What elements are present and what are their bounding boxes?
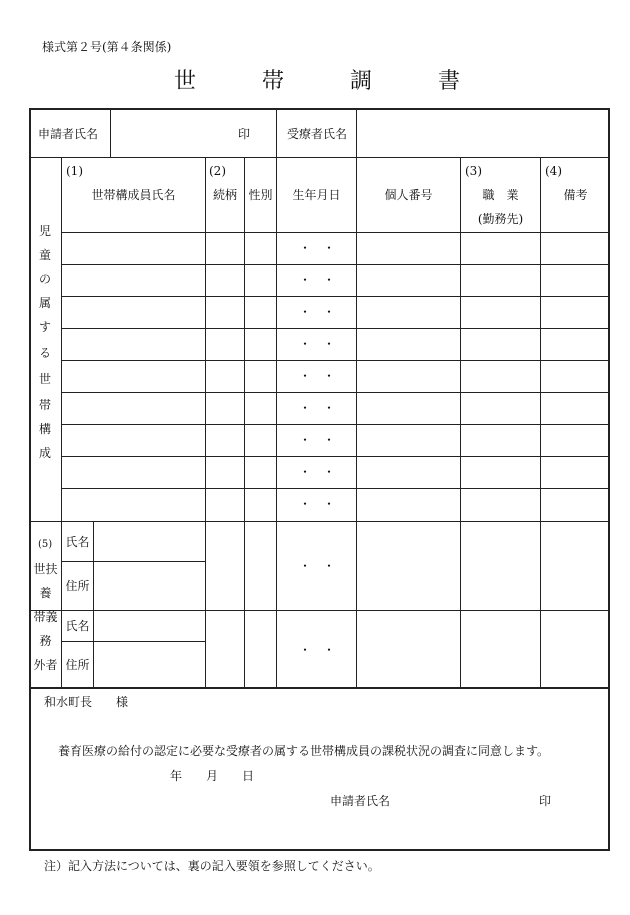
birthdate-field[interactable]: ・ ・ — [298, 241, 335, 255]
supporter2-address-label: 住所 — [65, 658, 90, 672]
consent-statement: 養育医療の給付の認定に必要な受療者の属する世帯構成員の課税状況の調査に同意します。 — [58, 744, 550, 758]
col1-number: (1) — [66, 164, 83, 178]
birthdate-field[interactable]: ・ ・ — [298, 465, 335, 479]
birthdate-field[interactable]: ・ ・ — [298, 337, 335, 351]
col-occupation: 職 業 — [482, 188, 519, 202]
addressee: 和水町長 様 — [44, 695, 129, 709]
supporter-number: (5) — [38, 539, 53, 550]
birthdate-field[interactable]: ・ ・ — [298, 497, 335, 511]
supporter1-birthdate[interactable]: ・ ・ — [298, 559, 335, 573]
col3-number: (3) — [465, 164, 482, 178]
col-workplace: (勤務先) — [477, 212, 524, 226]
col-birthdate: 生年月日 — [292, 188, 341, 202]
supporter1-address-field[interactable] — [95, 564, 203, 608]
consent-seal: 印 — [539, 794, 552, 808]
birthdate-field[interactable]: ・ ・ — [298, 433, 335, 447]
supporter-label: 養 — [39, 586, 52, 600]
birthdate-field[interactable]: ・ ・ — [298, 369, 335, 383]
patient-name-label: 受療者氏名 — [287, 127, 348, 141]
title-char: 世 — [174, 69, 197, 94]
supporter-label: 帯義 — [33, 610, 58, 624]
birthdate-field[interactable]: ・ ・ — [298, 401, 335, 415]
applicant-seal: 印 — [238, 127, 251, 141]
col-remarks: 備考 — [563, 188, 588, 202]
title-char: 帯 — [262, 69, 285, 94]
applicant-name-label: 申請者氏名 — [38, 127, 99, 141]
col-member-name: 世帯構成員氏名 — [91, 188, 176, 202]
col-sex: 性別 — [248, 188, 273, 202]
title-char: 書 — [438, 69, 461, 94]
applicant-name-field[interactable] — [112, 112, 232, 154]
supporter2-address-field[interactable] — [95, 644, 203, 686]
footnote: 注）記入方法については、裏の記入要領を参照してください。 — [44, 859, 380, 873]
birthdate-field[interactable]: ・ ・ — [298, 273, 335, 287]
supporter-label: 世扶 — [33, 562, 58, 576]
title-char: 調 — [350, 69, 373, 94]
supporter-label: 務 — [39, 634, 52, 648]
supporter1-address-label: 住所 — [65, 579, 90, 593]
supporter-label: 外者 — [33, 658, 58, 672]
patient-name-field[interactable] — [358, 112, 606, 154]
supporter2-birthdate[interactable]: ・ ・ — [298, 643, 335, 657]
col-my-number: 個人番号 — [384, 188, 433, 202]
birthdate-field[interactable]: ・ ・ — [298, 305, 335, 319]
col2-number: (2) — [209, 164, 226, 178]
form-number: 様式第２号(第４条関係) — [42, 40, 172, 54]
col-relationship: 続柄 — [212, 188, 237, 202]
consent-applicant-label: 申請者氏名 — [330, 794, 391, 808]
supporter1-name-label: 氏名 — [65, 535, 90, 549]
col4-number: (4) — [545, 164, 562, 178]
supporter2-name-label: 氏名 — [65, 619, 90, 633]
supporter1-name-field[interactable] — [95, 524, 203, 559]
supporter2-name-field[interactable] — [95, 613, 203, 639]
consent-date[interactable]: 年 月 日 — [170, 769, 255, 783]
